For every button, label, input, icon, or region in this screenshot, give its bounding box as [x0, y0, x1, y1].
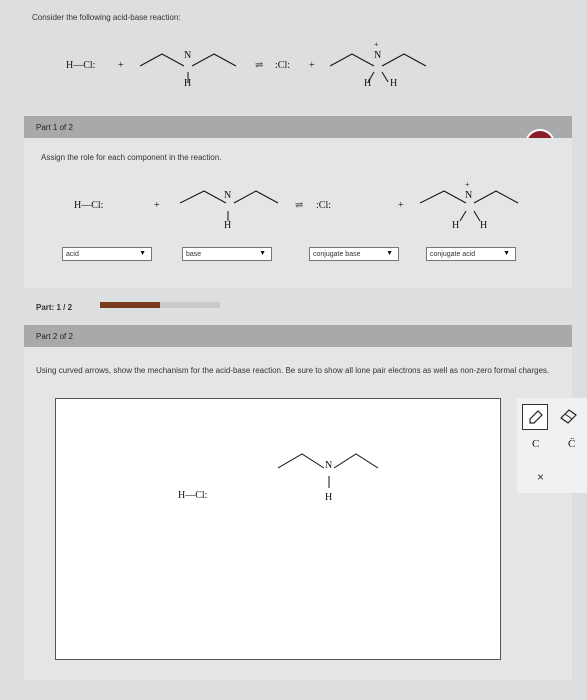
nitrogen-atom: N: [374, 50, 382, 61]
role-select-hcl[interactable]: acid ▼: [62, 247, 152, 261]
chloride-ion: :Cl:: [275, 60, 291, 71]
chevron-down-icon: ▼: [139, 250, 146, 257]
eraser-icon: [557, 404, 581, 428]
h-atom: H: [184, 78, 192, 89]
role-select-chloride[interactable]: conjugate base ▼: [309, 247, 399, 261]
hcl-molecule: H—Cl:: [178, 490, 208, 501]
equilibrium-arrow: ⇌: [295, 200, 304, 211]
plus-sign: +: [154, 200, 160, 211]
role-select-ammonium[interactable]: conjugate acid ▼: [426, 247, 516, 261]
part1-instruction: Assign the role for each component in the reaction.: [41, 153, 222, 162]
intro-text: Consider the following acid-base reaction:: [32, 13, 181, 22]
chevron-down-icon: ▼: [259, 250, 266, 257]
part2-instruction: Using curved arrows, show the mechanism for the acid-base reaction. Be sure to show all lone pair electrons as well as non-zero formal charges.: [36, 366, 550, 375]
plus-sign: +: [118, 60, 124, 71]
hcl-molecule: H—Cl:: [66, 60, 96, 71]
nitrogen-atom: N: [465, 190, 473, 201]
plus-sign: +: [309, 60, 315, 71]
h-atom: H: [364, 78, 372, 89]
h-atom: H: [480, 220, 488, 231]
h-atom: H: [390, 78, 398, 89]
h-atom: H: [224, 220, 232, 231]
amine-structure: [278, 448, 388, 508]
chevron-down-icon: ▼: [386, 250, 393, 257]
plus-sign: +: [398, 200, 404, 211]
close-icon[interactable]: ×: [537, 470, 545, 484]
nitrogen-atom: N: [184, 50, 192, 61]
pencil-icon: [523, 405, 547, 429]
chloride-ion: :Cl:: [316, 200, 332, 211]
hcl-molecule: H—Cl:: [74, 200, 104, 211]
h-atom: H: [325, 492, 333, 503]
part2-header: Part 2 of 2: [24, 325, 572, 347]
eraser-tool-button[interactable]: [557, 404, 583, 430]
charge-tool-button[interactable]: C: [532, 438, 540, 450]
positive-charge: +: [465, 180, 470, 189]
lone-pair-tool-button[interactable]: C̈: [568, 438, 576, 450]
progress-label: Part: 1 / 2: [36, 303, 73, 312]
part1-header: Part 1 of 2: [24, 116, 572, 138]
chevron-down-icon: ▼: [503, 250, 510, 257]
drawing-canvas[interactable]: [55, 398, 501, 660]
progress-track: [100, 302, 220, 308]
intro-reaction: [0, 40, 587, 95]
nitrogen-atom: N: [224, 190, 232, 201]
role-select-amine[interactable]: base ▼: [182, 247, 272, 261]
equilibrium-arrow: ⇌: [255, 60, 264, 71]
progress-fill: [100, 302, 160, 308]
pencil-tool-button[interactable]: [522, 404, 548, 430]
nitrogen-atom: N: [325, 460, 333, 471]
positive-charge: +: [374, 40, 379, 49]
part1-reaction: [0, 180, 587, 240]
h-atom: H: [452, 220, 460, 231]
